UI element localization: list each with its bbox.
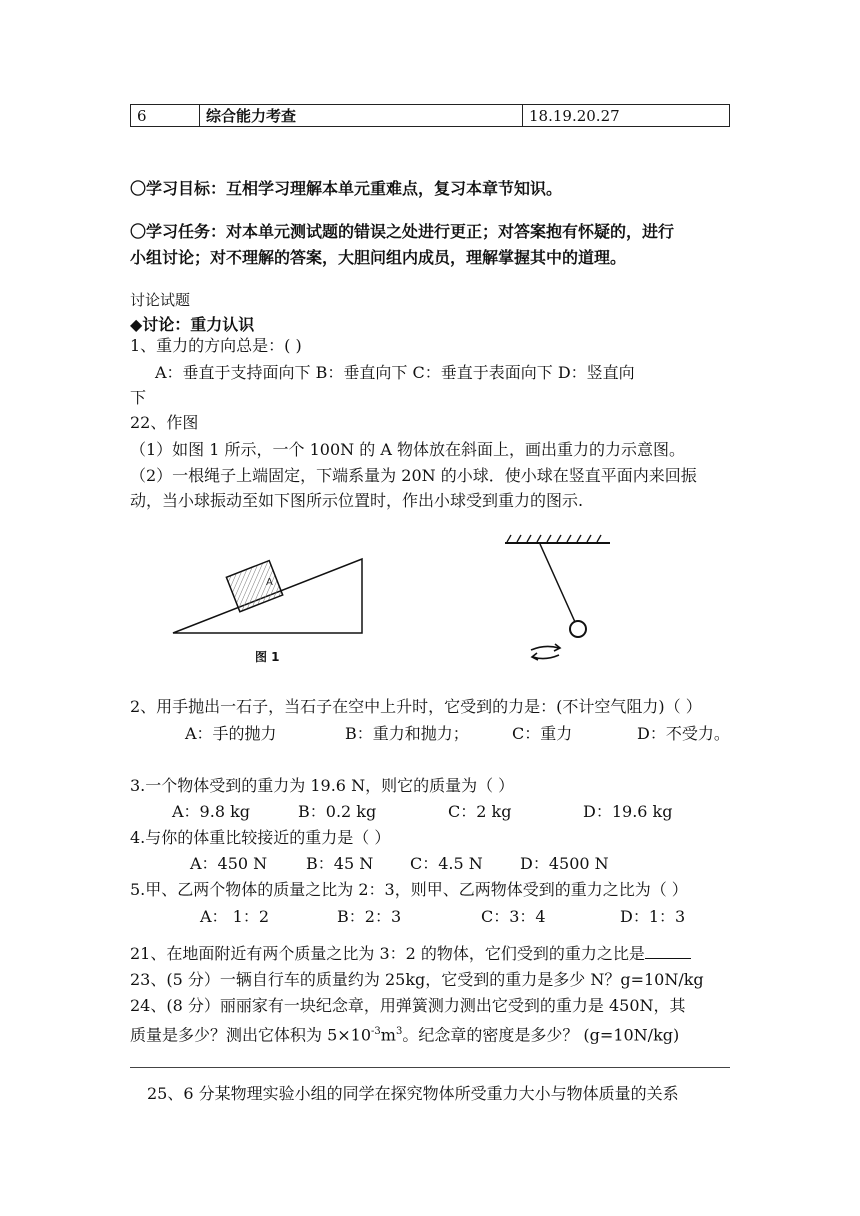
score-table xyxy=(130,104,730,127)
q2-option-a: A：手的抛力 xyxy=(185,724,277,743)
q21-text: 21、在地面附近有两个质量之比为 3：2 的物体，它们受到的重力之比是 xyxy=(130,944,645,963)
section-title: 讨论试题 xyxy=(130,291,191,309)
q24-line2-text: 质量是多少？测出它体积为 5×10 xyxy=(130,1025,372,1045)
learning-task-line1: 〇学习任务：对本单元测试题的错误之处进行更正；对答案抱有怀疑的，进行 xyxy=(130,222,675,241)
learning-objective: 〇学习目标：互相学习理解本单元重难点，复习本章节知识。 xyxy=(130,179,563,198)
ceiling-hatch xyxy=(507,535,601,542)
motion-arrow-upper xyxy=(531,646,559,650)
q5-option-c: C：3：4 xyxy=(481,907,546,926)
table-cell-questions: 18.19.20.27 xyxy=(523,105,730,127)
learning-task-line2: 小组讨论；对不理解的答案，大胆问组内成员，理解掌握其中的道理。 xyxy=(130,248,627,267)
q24-line2-end: 。纪念章的密度是多少？ (g=10N/kg) xyxy=(402,1025,680,1045)
q24-exponent-1: -3 xyxy=(371,1026,381,1037)
table-cell-number: 6 xyxy=(131,105,200,127)
block-label: A xyxy=(266,577,273,588)
q23-stem: 23、(5 分）一辆自行车的质量约为 25kg，它受到的重力是多少 N？g=10N/kg xyxy=(130,970,704,989)
q4-option-b: B：45 N xyxy=(306,854,374,873)
divider-line xyxy=(130,1067,730,1068)
q24-unit: m xyxy=(380,1025,396,1045)
q2-option-d: D：不受力。 xyxy=(637,724,730,743)
q2-option-b: B：重力和抛力； xyxy=(345,724,469,743)
figure-caption: 图 1 xyxy=(255,650,280,664)
q1-options: A：垂直于支持面向下 B：垂直向下 C：垂直于表面向下 D：竖直向 xyxy=(155,363,635,382)
q4-stem: 4.与你的体重比较接近的重力是（ ） xyxy=(130,828,391,847)
q3-option-a: A：9.8 kg xyxy=(172,802,251,821)
table-row xyxy=(131,105,730,127)
q4-option-c: C：4.5 N xyxy=(410,854,483,873)
q2-stem: 2、用手抛出一石子，当石子在空中上升时，它受到的力是：(不计空气阻力)（ ） xyxy=(130,697,702,716)
q24-exponent-2: 3 xyxy=(395,1026,403,1037)
q5-stem: 5.甲、乙两个物体的质量之比为 2：3，则甲、乙两物体受到的重力之比为（ ） xyxy=(130,880,688,899)
q22-stem: 22、作图 xyxy=(130,413,199,432)
q5-option-a: A： 1：2 xyxy=(200,907,270,926)
block-a xyxy=(226,561,282,612)
q1-options-wrap: 下 xyxy=(130,388,147,407)
q4-option-a: A：450 N xyxy=(190,854,268,873)
motion-arrow-lower xyxy=(533,655,559,659)
q5-option-d: D：1：3 xyxy=(620,907,686,926)
q21-answer-blank xyxy=(645,944,691,959)
section-topic: ◆讨论：重力认识 xyxy=(130,315,255,334)
q25-stem: 25、6 分某物理实验小组的同学在探究物体所受重力大小与物体质量的关系 xyxy=(147,1084,679,1103)
q24-line1: 24、(8 分）丽丽家有一块纪念章，用弹簧测力测出它受到的重力是 450N，其 xyxy=(130,996,686,1015)
pendulum-figure xyxy=(495,532,620,667)
q24-line2 xyxy=(130,1022,679,1045)
q1-stem: 1、重力的方向总是：( ) xyxy=(130,336,302,355)
pendulum-string xyxy=(540,544,575,622)
table-cell-category: 综合能力考查 xyxy=(200,105,523,127)
q22-part2-line1: （2）一根绳子上端固定，下端系量为 20N 的小球．使小球在竖直平面内来回振 xyxy=(130,466,697,485)
q22-part1: （1）如图 1 所示，一个 100N 的 A 物体放在斜面上，画出重力的力示意图。 xyxy=(130,440,685,459)
q3-option-c: C：2 kg xyxy=(448,802,512,821)
q4-option-d: D：4500 N xyxy=(520,854,609,873)
q5-option-b: B：2：3 xyxy=(337,907,402,926)
q2-option-c: C：重力 xyxy=(512,724,573,743)
pendulum-ball xyxy=(570,621,586,637)
q22-part2-line2: 动，当小球振动至如下图所示位置时，作出小球受到重力的图示. xyxy=(130,491,584,510)
q3-stem: 3.一个物体受到的重力为 19.6 N，则它的质量为（ ） xyxy=(130,776,515,795)
q3-option-b: B：0.2 kg xyxy=(298,802,377,821)
q3-option-d: D：19.6 kg xyxy=(583,802,673,821)
q21-stem xyxy=(130,944,691,964)
incline-figure xyxy=(160,545,380,675)
